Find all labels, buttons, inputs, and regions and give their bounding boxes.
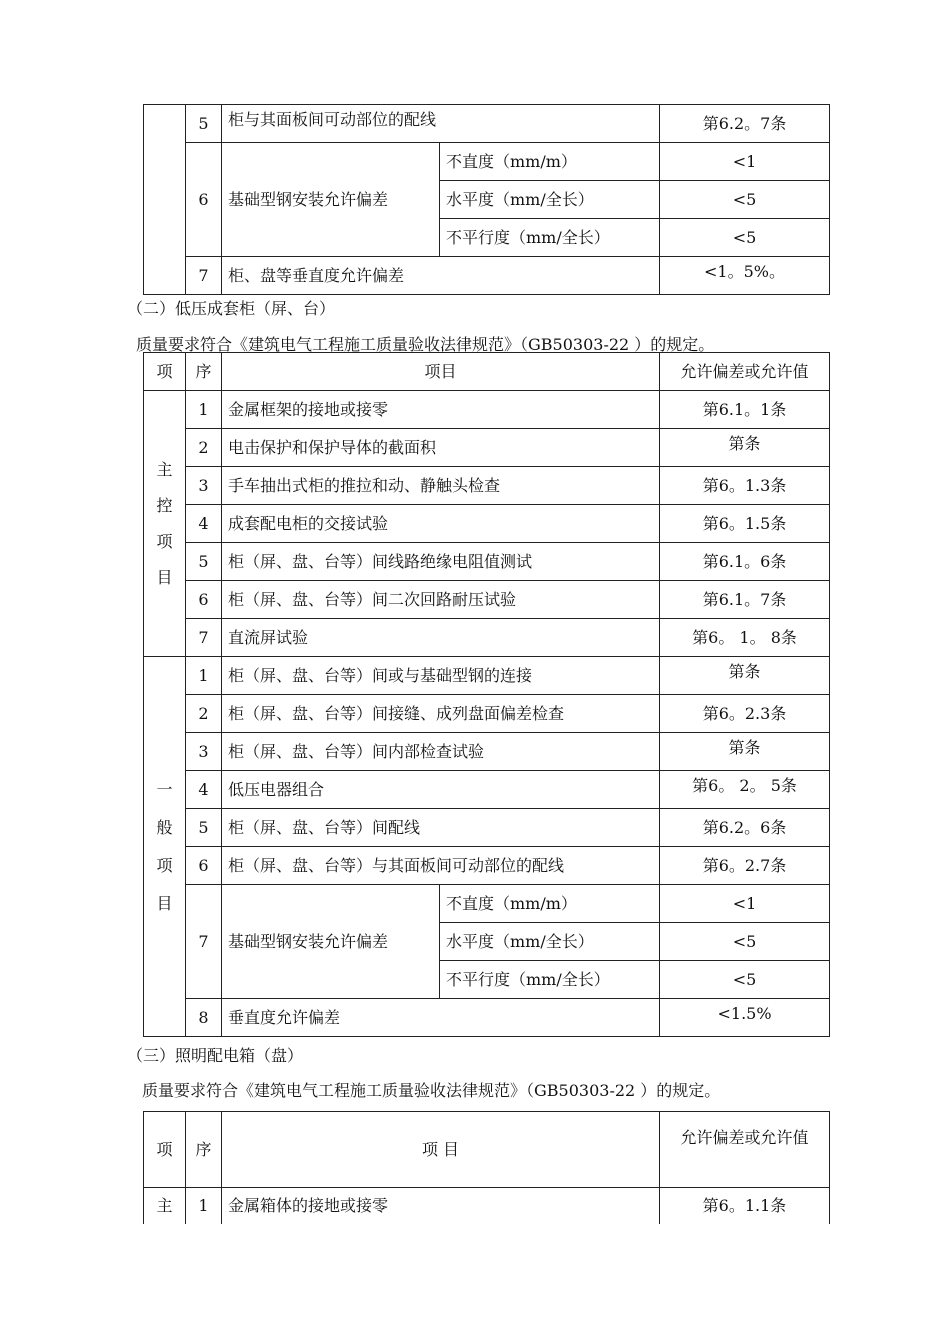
row-number: 5 bbox=[186, 543, 222, 581]
sub-item: 不平行度（mm/全长） bbox=[440, 961, 660, 999]
row-item: 柜（屏、盘、台等）间配线 bbox=[222, 809, 660, 847]
row-value: 第条 bbox=[660, 729, 830, 767]
row-value: 第6。2.3条 bbox=[660, 695, 830, 733]
table-row bbox=[144, 1188, 830, 1224]
row-value: 第条 bbox=[660, 425, 830, 463]
row-number: 3 bbox=[186, 733, 222, 771]
table-row bbox=[144, 467, 830, 505]
row-value: 第6.1。6条 bbox=[660, 543, 830, 581]
row-number: 5 bbox=[186, 105, 222, 143]
row-number: 3 bbox=[186, 467, 222, 505]
table-header-row bbox=[144, 353, 830, 391]
row-item: 柜（屏、盘、台等）间线路绝缘电阻值测试 bbox=[222, 543, 660, 581]
row-number: 4 bbox=[186, 771, 222, 809]
row-item: 手车抽出式柜的推拉和动、静触头检查 bbox=[222, 467, 660, 505]
group-main-control: 主 控 项 目 bbox=[144, 391, 186, 657]
table-row bbox=[144, 885, 830, 923]
row-item: 柜（屏、盘、台等）间内部检查试验 bbox=[222, 733, 660, 771]
row-item: 柜、盘等垂直度允许偏差 bbox=[222, 257, 660, 295]
table-row bbox=[144, 809, 830, 847]
group-general: 一 般 项 目 bbox=[144, 657, 186, 1037]
sub-item: 不平行度（mm/全长） bbox=[440, 219, 660, 257]
requirement-text: 质量要求符合《建筑电气工程施工质量验收法律规范》（GB50303-22 ）的规定。 bbox=[142, 1081, 721, 1100]
row-number: 2 bbox=[186, 429, 222, 467]
row-item: 柜与其面板间可动部位的配线 bbox=[222, 101, 660, 139]
header-seq: 序 bbox=[186, 353, 222, 391]
row-value: <1。5%。 bbox=[660, 253, 830, 291]
sub-value: <1 bbox=[660, 885, 830, 923]
header-category: 项 bbox=[144, 353, 186, 391]
row-number: 6 bbox=[186, 581, 222, 619]
table-row bbox=[144, 105, 830, 143]
table-row bbox=[144, 657, 830, 695]
table-row bbox=[144, 143, 830, 181]
row-number: 8 bbox=[186, 999, 222, 1037]
sub-value: <1 bbox=[660, 143, 830, 181]
row-value: 第6。1.1条 bbox=[660, 1188, 830, 1224]
section-heading: （三）照明配电箱（盘） bbox=[127, 1046, 304, 1065]
sub-value: <5 bbox=[660, 219, 830, 257]
table-row bbox=[144, 543, 830, 581]
row-value: 第6。 2。 5条 bbox=[660, 767, 830, 805]
row-number: 7 bbox=[186, 257, 222, 295]
header-value: 允许偏差或允许值 bbox=[660, 1112, 830, 1188]
row-item: 金属箱体的接地或接零 bbox=[222, 1188, 660, 1224]
table-row bbox=[144, 505, 830, 543]
table-header-row bbox=[144, 1112, 830, 1188]
row-item: 柜（屏、盘、台等）间或与基础型钢的连接 bbox=[222, 657, 660, 695]
row-number: 1 bbox=[186, 1188, 222, 1224]
sub-item: 不直度（mm/m） bbox=[440, 885, 660, 923]
row-value: 第6.2。7条 bbox=[660, 105, 830, 143]
row-value: 第6。2.7条 bbox=[660, 847, 830, 885]
row-value: 第6。1.3条 bbox=[660, 467, 830, 505]
row-number: 1 bbox=[186, 391, 222, 429]
header-item: 项 目 bbox=[222, 1112, 660, 1188]
row-value: <1.5% bbox=[660, 995, 830, 1033]
table-row bbox=[144, 771, 830, 809]
header-item: 项目 bbox=[222, 353, 660, 391]
header-seq: 序 bbox=[186, 1112, 222, 1188]
row-item: 低压电器组合 bbox=[222, 771, 660, 809]
row-item: 基础型钢安装允许偏差 bbox=[222, 143, 440, 257]
table-row bbox=[144, 391, 830, 429]
row-number: 7 bbox=[186, 885, 222, 999]
row-item: 成套配电柜的交接试验 bbox=[222, 505, 660, 543]
row-value: 第6.1。7条 bbox=[660, 581, 830, 619]
row-item: 电击保护和保护导体的截面积 bbox=[222, 429, 660, 467]
sub-value: <5 bbox=[660, 181, 830, 219]
table-row bbox=[144, 733, 830, 771]
group-cell bbox=[144, 105, 186, 295]
row-number: 2 bbox=[186, 695, 222, 733]
row-item: 直流屏试验 bbox=[222, 619, 660, 657]
sub-item: 不直度（mm/m） bbox=[440, 143, 660, 181]
row-value: 第6。 1。 8条 bbox=[660, 619, 830, 657]
sub-item: 水平度（mm/全长） bbox=[440, 923, 660, 961]
row-item: 柜（屏、盘、台等）与其面板间可动部位的配线 bbox=[222, 847, 660, 885]
row-number: 7 bbox=[186, 619, 222, 657]
row-value: 第6.1。1条 bbox=[660, 391, 830, 429]
row-item: 金属框架的接地或接零 bbox=[222, 391, 660, 429]
table-row bbox=[144, 429, 830, 467]
group-main: 主 bbox=[144, 1188, 186, 1224]
sub-value: <5 bbox=[660, 923, 830, 961]
section-heading: （二）低压成套柜（屏、台） bbox=[127, 299, 336, 318]
row-value: 第6。1.5条 bbox=[660, 505, 830, 543]
table-lighting-box bbox=[143, 1111, 830, 1224]
table-row bbox=[144, 999, 830, 1037]
header-category: 项 bbox=[144, 1112, 186, 1188]
row-value: 第6.2。6条 bbox=[660, 809, 830, 847]
row-item: 垂直度允许偏差 bbox=[222, 999, 660, 1037]
header-value: 允许偏差或允许值 bbox=[660, 353, 830, 391]
table-row bbox=[144, 257, 830, 295]
row-item: 基础型钢安装允许偏差 bbox=[222, 885, 440, 999]
sub-item: 水平度（mm/全长） bbox=[440, 181, 660, 219]
sub-value: <5 bbox=[660, 961, 830, 999]
table-row bbox=[144, 847, 830, 885]
table-row bbox=[144, 695, 830, 733]
row-value: 第条 bbox=[660, 653, 830, 691]
table-low-voltage bbox=[143, 352, 830, 1037]
row-number: 6 bbox=[186, 143, 222, 257]
table-row bbox=[144, 581, 830, 619]
table-continuation bbox=[143, 104, 830, 295]
row-number: 4 bbox=[186, 505, 222, 543]
row-number: 5 bbox=[186, 809, 222, 847]
row-number: 1 bbox=[186, 657, 222, 695]
row-item: 柜（屏、盘、台等）间接缝、成列盘面偏差检查 bbox=[222, 695, 660, 733]
requirement-text: 质量要求符合《建筑电气工程施工质量验收法律规范》（GB50303-22 ）的规定。 bbox=[136, 335, 715, 354]
row-number: 6 bbox=[186, 847, 222, 885]
table-row bbox=[144, 619, 830, 657]
row-item: 柜（屏、盘、台等）间二次回路耐压试验 bbox=[222, 581, 660, 619]
